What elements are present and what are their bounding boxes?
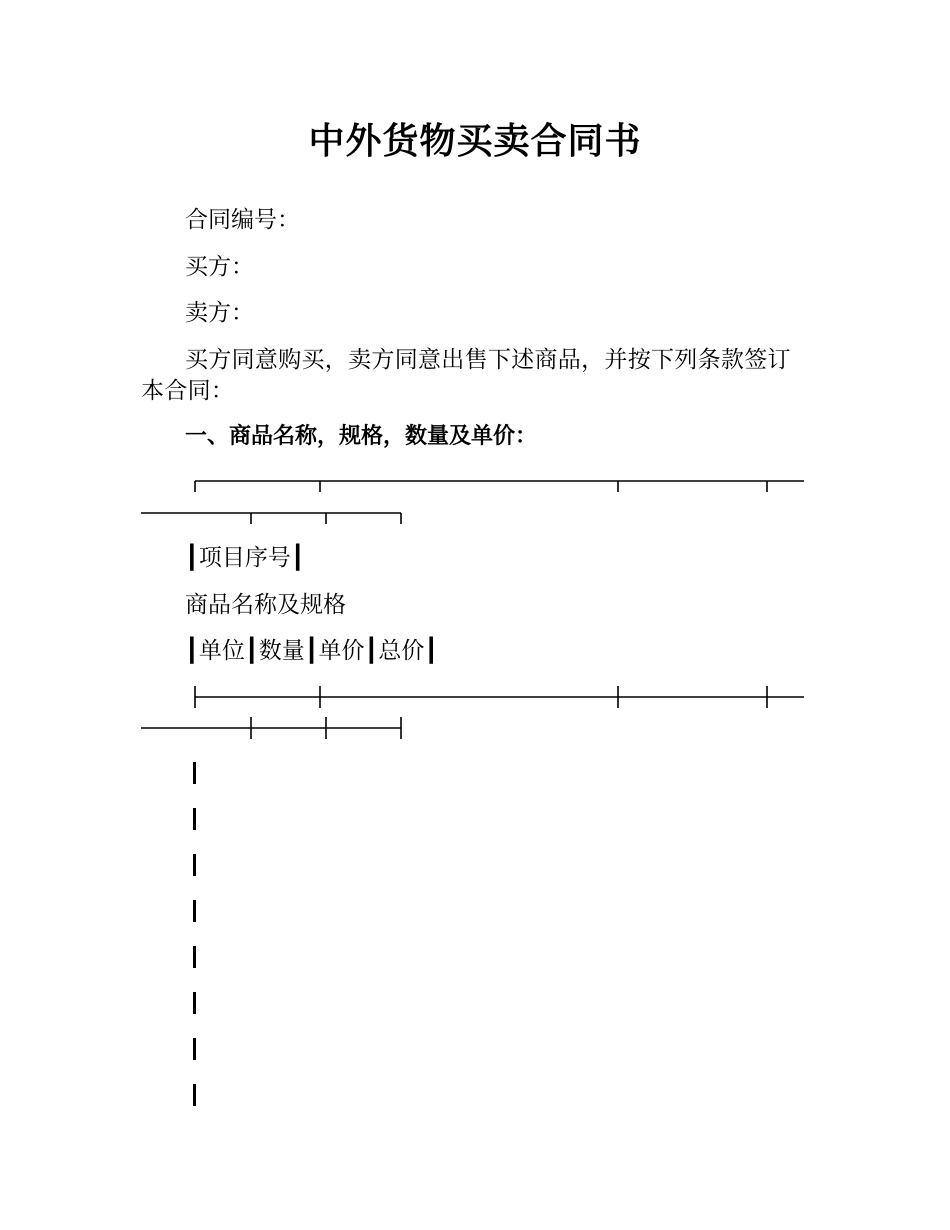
table-row-bar xyxy=(193,854,196,876)
table-header-row-1: ┃项目序号┃ xyxy=(185,545,305,571)
intro-paragraph: 买方同意购买，卖方同意出售下述商品，并按下列条款签订本合同： xyxy=(141,347,791,404)
table-header-row-3: ┃单位┃数量┃单价┃总价┃ xyxy=(185,638,439,664)
table-row-bar xyxy=(193,1084,196,1106)
contract-number-label: 合同编号： xyxy=(185,207,300,233)
table-row-bar xyxy=(193,946,196,968)
section-1-heading: 一、商品名称，规格，数量及单价： xyxy=(185,424,538,449)
table-header-row-2: 商品名称及规格 xyxy=(185,592,346,618)
table-row-bar xyxy=(193,1038,196,1060)
table-row-bar xyxy=(193,992,196,1014)
seller-label: 卖方： xyxy=(185,300,254,326)
table-row-bar xyxy=(193,808,196,830)
document-title: 中外货物买卖合同书 xyxy=(308,121,642,162)
table-row-bar xyxy=(193,900,196,922)
buyer-label: 买方： xyxy=(185,254,254,280)
table-row-bar xyxy=(193,762,196,784)
